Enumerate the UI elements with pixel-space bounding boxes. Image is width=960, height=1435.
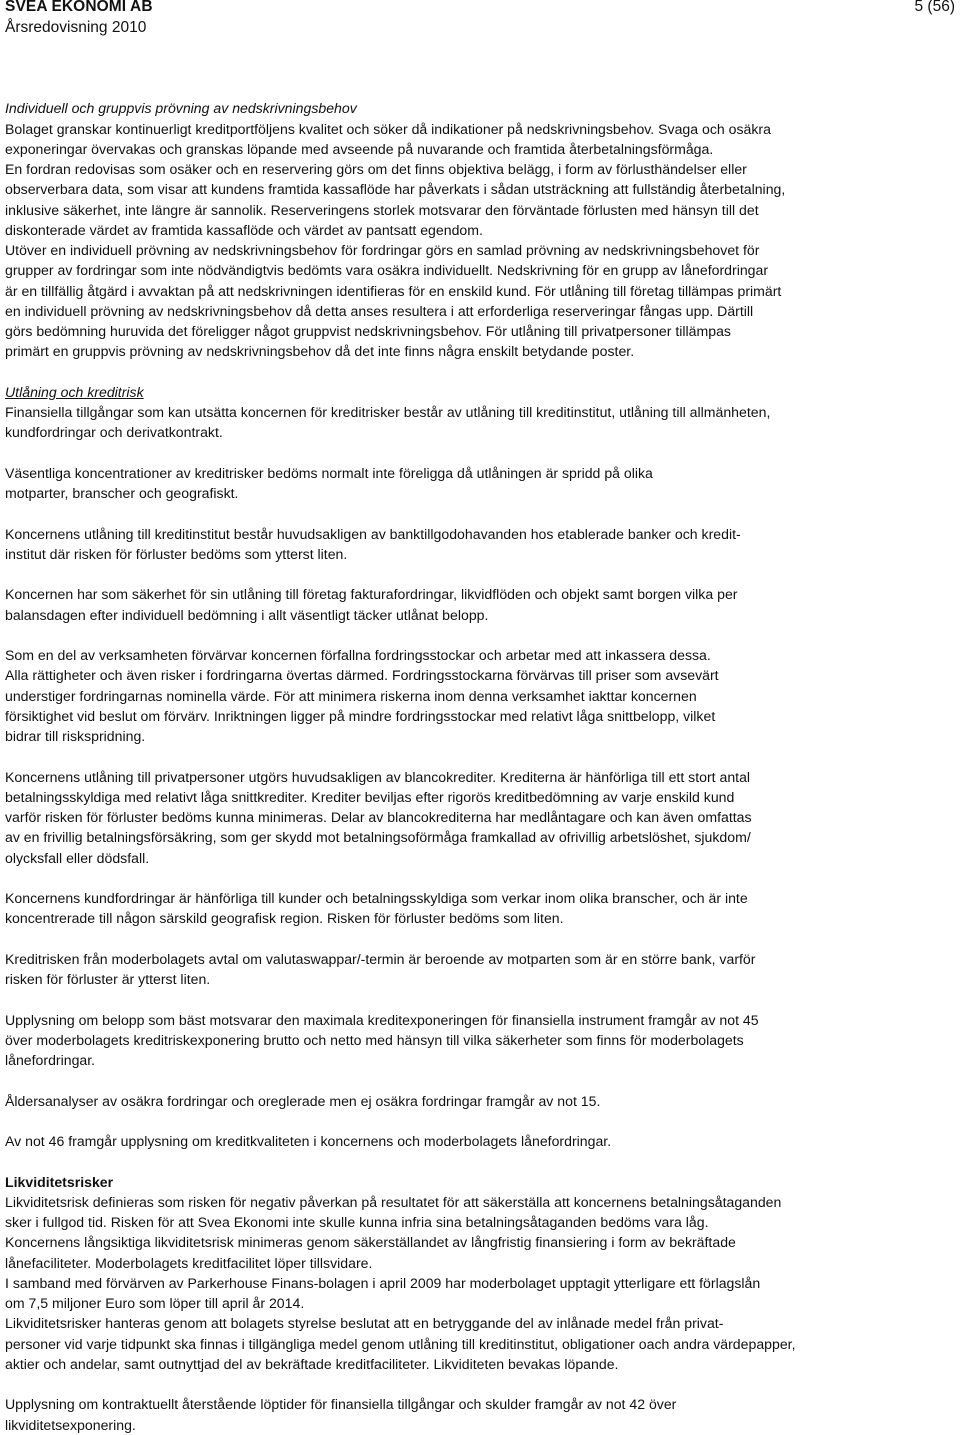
paragraph-gap	[5, 1111, 950, 1131]
text-line: risken för förluster är ytterst liten.	[5, 971, 211, 987]
text-line: diskonterade värdet av framtida kassaflöde och värdet av pantsatt egendom.	[5, 221, 483, 238]
text-line: Upplysning om belopp som bäst motsvarar den maximala kreditexponeringen för finansiella instrument framgår av not 45	[5, 1011, 759, 1028]
text-line: Upplysning om kontraktuellt återstående löptider för finansiella tillgångar och skulder framgår av not 42 över	[5, 1396, 677, 1413]
text-line: bidrar till riskspridning.	[5, 728, 146, 744]
section-heading: Likviditetsrisker	[5, 1173, 114, 1190]
company-name: SVEA EKONOMI AB	[5, 0, 153, 15]
text-line: observerbara data, som visar att kundens framtida kassaflöde har påverkats i sådan utsträckning att fullständig återbetalning,	[5, 181, 786, 198]
text-line: olycksfall eller dödsfall.	[5, 849, 150, 866]
paragraph-gap	[5, 868, 950, 888]
paragraph-gap	[5, 443, 950, 463]
paragraph-gap	[5, 1070, 950, 1090]
report-title: Årsredovisning 2010	[5, 19, 147, 36]
text-line: En fordran redovisas som osäker och en reservering görs om det finns objektiva belägg, i form av förlusthändelser eller	[5, 161, 747, 177]
text-line: Som en del av verksamheten förvärvar koncernen förfallna fordringsstockar och arbetar med att inkassera dessa.	[5, 647, 711, 663]
text-line: är en tillfällig åtgärd i avvaktan på att nedskrivningen identifieras för en enskild kund. För utlåning till företag tillämpas primärt	[5, 282, 782, 299]
text-line: Koncernen har som säkerhet för sin utlåning till företag fakturafordringar, likvidflöden och objekt samt borgen vilka per	[5, 586, 738, 603]
section-heading: Utlåning och kreditrisk	[5, 383, 144, 400]
text-line: inklusive säkerhet, inte längre är sannolik. Reserveringens storlek motsvarar den förväntade förlusten med hänsyn till det	[5, 201, 759, 218]
text-line: om 7,5 miljoner Euro som löper till april år 2014.	[5, 1295, 305, 1311]
text-line: betalningsskyldiga med relativt låga snittkrediter. Krediter beviljas efter rigorös kreditbedömning av varje enskild kund	[5, 788, 735, 805]
page-number: 5 (56)	[914, 0, 955, 15]
text-line: Kreditrisken från moderbolagets avtal om valutaswappar/-termin är beroende av motparten som är en större bank, varför	[5, 950, 756, 967]
text-line: aktier och andelar, samt outnyttjad del av bekräftade kreditfaciliteter. Likviditeten bevakas löpande.	[5, 1355, 619, 1372]
text-line: exponeringar övervakas och granskas löpande med avseende på nuvarande och framtida återbetalningsförmåga.	[5, 140, 714, 157]
text-line: Koncernens långsiktiga likviditetsrisk minimeras genom säkerställandet av långfristig finansiering i form av bekräftade	[5, 1234, 736, 1251]
text-line: Åldersanalyser av osäkra fordringar och oreglerade men ej osäkra fordringar framgår av not 15.	[5, 1092, 601, 1109]
text-line: Likviditetsrisk definieras som risken för negativ påverkan på resultatet för att säkerställa att koncernens betalningsåtaganden	[5, 1193, 782, 1210]
paragraph-gap	[5, 929, 950, 949]
text-line: personer vid varje tidpunkt ska finnas i tillgängliga medel genom utlåning till kreditinstitut, obligationer oach andra värdepapper,	[5, 1335, 796, 1352]
text-line: Utöver en individuell prövning av nedskrivningsbehov för fordringar görs en samlad prövning av nedskrivningsbehovet för	[5, 242, 760, 258]
document-body	[5, 78, 950, 1435]
text-line: motparter, branscher och geografiskt.	[5, 485, 239, 501]
text-line: Likviditetsrisker hanteras genom att bolagets styrelse beslutat att en betryggande del av inlånade medel från privat-	[5, 1315, 724, 1332]
text-line: institut där risken för förluster bedöms som ytterst liten.	[5, 545, 348, 562]
text-line: lånefaciliteter. Moderbolagets kreditfacilitet löper tillsvidare.	[5, 1254, 373, 1271]
text-line: Alla rättigheter och även risker i fordringarna övertas därmed. Fordringsstockarna förvärvas till priser som avsevärt	[5, 667, 719, 684]
text-line: Väsentliga koncentrationer av kreditrisker bedöms normalt inte föreligga då utlåningen är spridd på olika	[5, 464, 653, 481]
text-line: Koncernens utlåning till privatpersoner utgörs huvudsakligen av blancokrediter. Krediterna är hänförliga till ett stort antal	[5, 768, 751, 785]
paragraph-gap	[5, 1151, 950, 1171]
text-line: I samband med förvärven av Parkerhouse Finans-bolagen i april 2009 har moderbolaget upptagit ytterligare ett förlagslån	[5, 1274, 761, 1291]
text-line: av en frivillig betalningsförsäkring, som ger skydd mot betalningsoförmåga framkallad av ofrivillig arbetslöshet, sjukdom/	[5, 829, 751, 846]
page-header	[5, 0, 955, 44]
paragraph-gap	[5, 625, 950, 645]
paragraph-gap	[5, 78, 950, 98]
text-line: Av not 46 framgår upplysning om kreditkvaliteten i koncernens och moderbolagets lånefordringar.	[5, 1133, 612, 1149]
text-line: lånefordringar.	[5, 1052, 96, 1068]
section-heading: Individuell och gruppvis prövning av nedskrivningsbehov	[5, 100, 357, 117]
paragraph-gap	[5, 362, 950, 382]
text-line: görs bedömning huruvida det föreligger något gruppvist nedskrivningsbehov. För utlåning till privatpersoner tillämpas	[5, 323, 731, 339]
text-line: understiger fordringarnas nominella värde. För att minimera riskerna inom denna verksamhet iakttar koncernen	[5, 687, 697, 704]
text-line: sker i fullgod tid. Risken för att Svea Ekonomi inte skulle kunna infria sina betalningsåtaganden bedöms vara låg.	[5, 1214, 709, 1230]
text-line: kundfordringar och derivatkontrakt.	[5, 424, 223, 441]
text-line: koncentrerade till någon särskild geografisk region. Risken för förluster bedöms som liten.	[5, 910, 564, 927]
text-line: en individuell prövning av nedskrivningsbehov då detta anses resultera i att erforderliga reserveringar fångas upp. Därtill	[5, 302, 754, 319]
text-line: Koncernens utlåning till kreditinstitut består huvudsakligen av banktillgodohavanden hos etablerade banker och kredit-	[5, 525, 741, 542]
paragraph-gap	[5, 1374, 950, 1394]
paragraph-gap	[5, 989, 950, 1009]
text-line: försiktighet vid beslut om förvärv. Inriktningen ligger på mindre fordringsstockar med relativt låga snittbelopp, vilket	[5, 707, 716, 724]
paragraph-gap	[5, 746, 950, 766]
text-line: Bolaget granskar kontinuerligt kreditportföljens kvalitet och söker då indikationer på nedskrivningsbehov. Svaga och osäkra	[5, 120, 771, 137]
text-line: primärt en gruppvis prövning av nedskrivningsbehov då det inte finns några enskilt betydande poster.	[5, 343, 635, 360]
text-line: Finansiella tillgångar som kan utsätta koncernen för kreditrisker består av utlåning till kreditinstitut, utlåning till allmänheten,	[5, 404, 771, 420]
text-line: balansdagen efter individuell bedömning i allt väsentligt täcker utlånat belopp.	[5, 606, 489, 623]
text-line: Koncernens kundfordringar är hänförliga till kunder och betalningsskyldiga som verkar inom olika branscher, och är inte	[5, 890, 748, 906]
text-line: varför risken för förluster bedöms kunna minimeras. Delar av blancokrediterna har medlåntagare och kan även omfattas	[5, 809, 752, 825]
paragraph-gap	[5, 503, 950, 523]
paragraph-gap	[5, 564, 950, 584]
text-line: grupper av fordringar som inte nödvändigtvis bedömts vara osäkra individuellt. Nedskrivning för en grupp av lånefordringar	[5, 262, 769, 279]
text-line: likviditetsexponering.	[5, 1416, 136, 1433]
text-line: över moderbolagets kreditriskexponering brutto och netto med hänsyn till vilka säkerheter som finns för moderbolagets	[5, 1031, 744, 1048]
